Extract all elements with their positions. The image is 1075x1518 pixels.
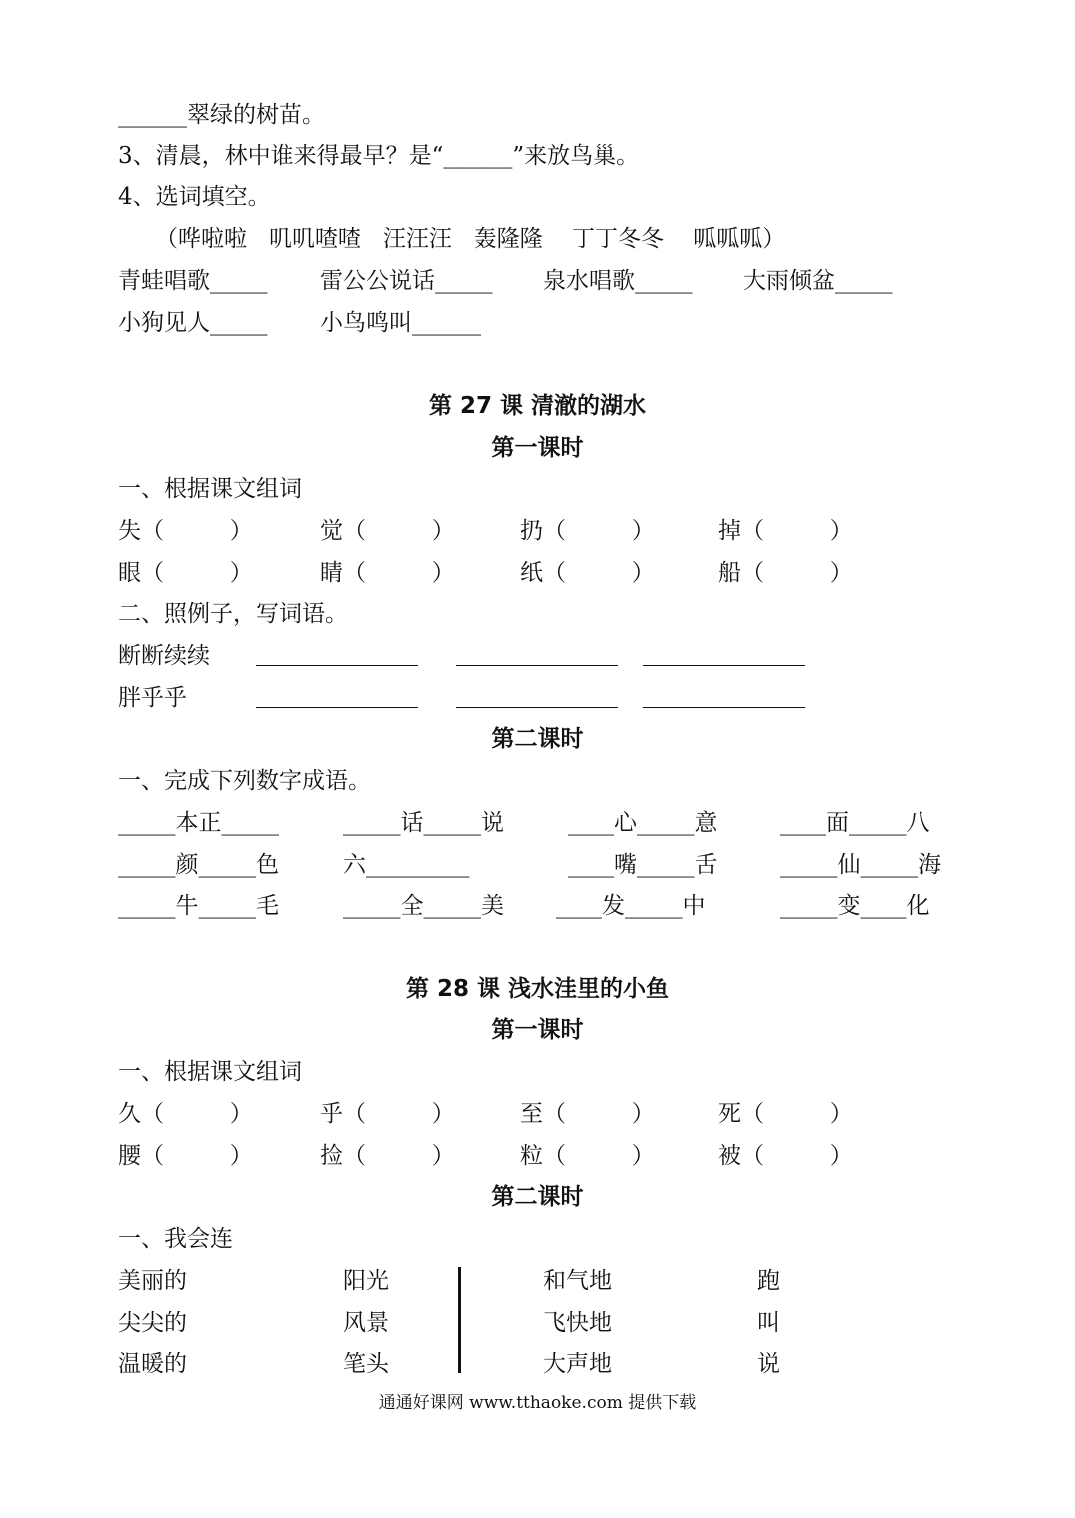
word-item: 腰（ ）: [118, 1143, 253, 1169]
fill-item: 泉水唱歌_____: [543, 268, 693, 294]
word-item: 久（ ）: [118, 1101, 253, 1127]
word-item: 船（ ）: [718, 560, 853, 586]
idiom-item: ____心_____意: [568, 810, 718, 836]
idiom-item: ____发_____中: [556, 893, 706, 919]
section-heading: 一、我会连: [118, 1226, 233, 1252]
match-left-word: 尖尖的: [118, 1310, 187, 1336]
answer-line: [456, 707, 618, 708]
word-item: 失（ ）: [118, 518, 253, 544]
idiom-item: _____话_____说: [343, 810, 504, 836]
word-item: 掉（ ）: [718, 518, 853, 544]
answer-line: [256, 665, 418, 666]
word-item: 至（ ）: [520, 1101, 655, 1127]
question-4: 4、选词填空。: [118, 184, 271, 210]
idiom-item: _____变____化: [780, 893, 930, 919]
period-1-heading: 第一课时: [491, 1017, 584, 1043]
match-right-word: 飞快地: [543, 1310, 612, 1336]
section-heading: 一、完成下列数字成语。: [118, 768, 371, 794]
section-heading: 一、根据课文组词: [118, 1059, 302, 1085]
period-2-heading: 第二课时: [491, 726, 584, 752]
fill-item: 小鸟鸣叫______: [320, 310, 481, 336]
word-item: 睛（ ）: [320, 560, 455, 586]
word-item: 捡（ ）: [320, 1143, 455, 1169]
word-item: 粒（ ）: [520, 1143, 655, 1169]
match-right-target: 说: [757, 1351, 780, 1377]
example-word: 胖乎乎: [118, 685, 187, 711]
match-right-target: 跑: [757, 1268, 780, 1294]
answer-line: [256, 707, 418, 708]
fill-item: 小狗见人_____: [118, 310, 268, 336]
text-line: ______翠绿的树苗。: [118, 102, 325, 128]
idiom-item: ____面_____八: [780, 810, 930, 836]
match-left-word: 美丽的: [118, 1268, 187, 1294]
match-left-word: 温暖的: [118, 1351, 187, 1377]
word-item: 纸（ ）: [520, 560, 655, 586]
idiom-item: _____本正_____: [118, 810, 279, 836]
period-1-heading: 第一课时: [491, 435, 584, 461]
idiom-item: ____嘴_____舌: [568, 852, 718, 878]
answer-line: [643, 665, 805, 666]
word-item: 扔（ ）: [520, 518, 655, 544]
lesson-28-title: 第 28 课 浅水洼里的小鱼: [405, 976, 670, 1002]
period-2-heading: 第二课时: [491, 1184, 584, 1210]
section-heading: 一、根据课文组词: [118, 476, 302, 502]
match-left-target: 阳光: [343, 1268, 389, 1294]
answer-line: [643, 707, 805, 708]
word-item: 被（ ）: [718, 1143, 853, 1169]
match-left-target: 笔头: [343, 1351, 389, 1377]
word-item: 乎（ ）: [320, 1101, 455, 1127]
divider-line: [458, 1267, 461, 1373]
section-heading: 二、照例子，写词语。: [118, 601, 348, 627]
fill-item: 青蛙唱歌_____: [118, 268, 268, 294]
match-right-word: 和气地: [543, 1268, 612, 1294]
question-3: 3、清晨，林中谁来得最早？是“______”来放鸟巢。: [118, 143, 640, 169]
idiom-item: _____牛_____毛: [118, 893, 279, 919]
answer-line: [456, 665, 618, 666]
example-word: 断断续续: [118, 643, 210, 669]
fill-item: 大雨倾盆_____: [743, 268, 893, 294]
idiom-item: _____颜_____色: [118, 852, 279, 878]
footer-text: 通通好课网 www.tthaoke.com 提供下载: [378, 1393, 697, 1413]
word-item: 死（ ）: [718, 1101, 853, 1127]
idiom-item: 六_________: [343, 852, 470, 878]
word-options: （哗啦啦 叽叽喳喳 汪汪汪 轰隆隆 丁丁冬冬 呱呱呱）: [155, 226, 786, 252]
word-item: 觉（ ）: [320, 518, 455, 544]
fill-item: 雷公公说话_____: [320, 268, 493, 294]
word-item: 眼（ ）: [118, 560, 253, 586]
match-left-target: 风景: [343, 1310, 389, 1336]
idiom-item: _____仙_____海: [780, 852, 941, 878]
lesson-27-title: 第 27 课 清澈的湖水: [428, 393, 647, 419]
match-right-target: 叫: [757, 1310, 780, 1336]
match-right-word: 大声地: [543, 1351, 612, 1377]
idiom-item: _____全_____美: [343, 893, 504, 919]
